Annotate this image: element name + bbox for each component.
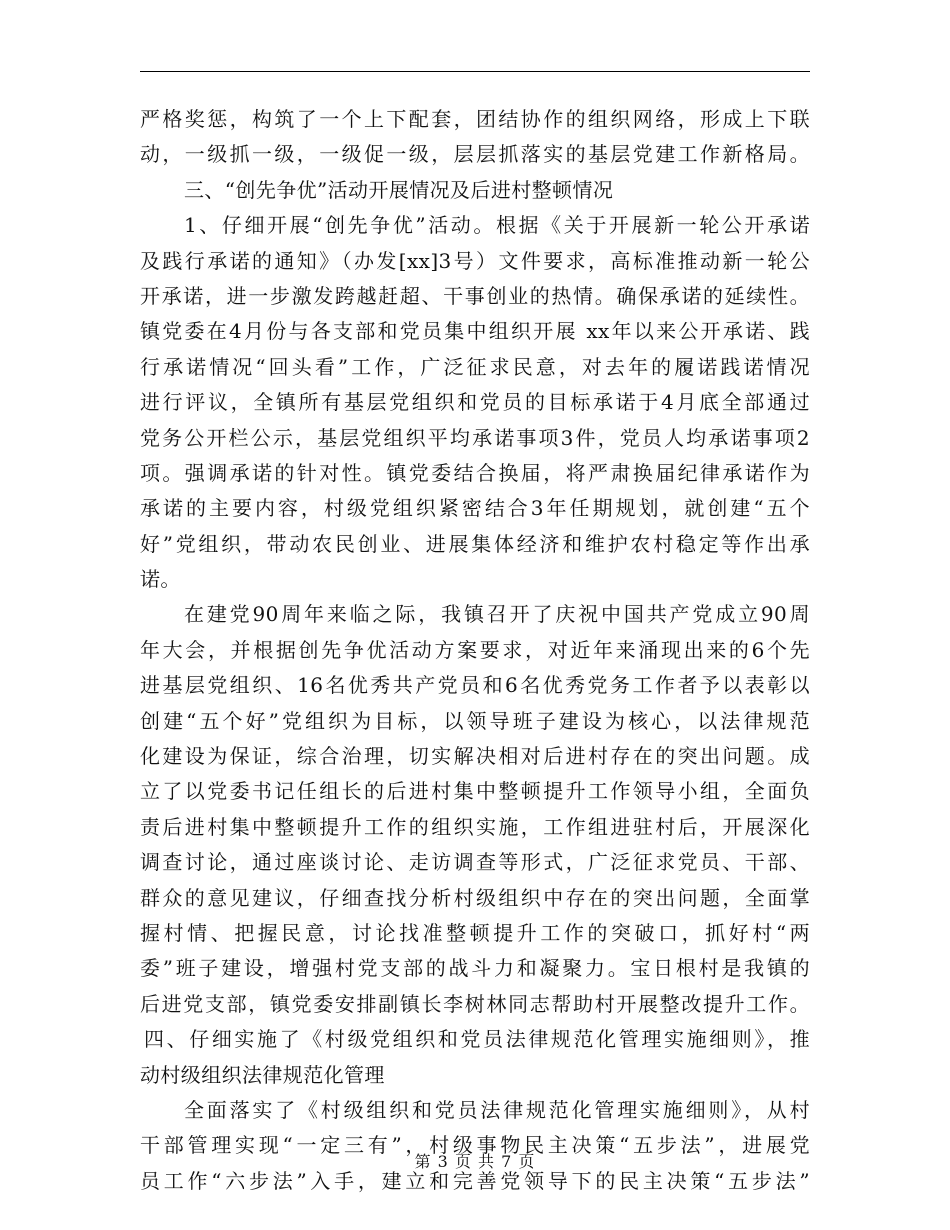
- text-line: 握村情、把握民意，讨论找准整顿提升工作的突破口，抓好村“两: [140, 920, 810, 945]
- text-line: 项。强调承诺的针对性。镇党委结合换届，将严肃换届纪律承诺作为: [140, 460, 810, 485]
- text-line: 员工作“六步法”入手，建立和完善党领导下的民主决策“五步法”: [140, 1168, 810, 1193]
- text-line: 调查讨论，通过座谈讨论、走访调查等形式，广泛征求党员、干部、: [140, 850, 810, 875]
- text-line: 立了以党委书记任组长的后进村集中整顿提升工作领导小组，全面负: [140, 779, 810, 804]
- text-line: 动村级组织法律规范化管理: [140, 1062, 385, 1087]
- text-line: 化建设为保证，综合治理，切实解决相对后进村存在的突出问题。成: [140, 744, 810, 769]
- text-line: 三、“创先争优”活动开展情况及后进村整顿情况: [184, 177, 614, 202]
- page-number: 第 3 页 共 7 页: [414, 1152, 536, 1171]
- text-line: 干部管理实现“一定三有”，村级事物民主决策“五步法”，进展党: [140, 1133, 810, 1158]
- text-line: 好”党组织，带动农民创业、进展集体经济和维护农村稳定等作出承: [140, 531, 810, 556]
- text-line: 委”班子建设，增强村党支部的战斗力和凝聚力。宝日根村是我镇的: [140, 956, 810, 981]
- text-line: 及践行承诺的通知》（办发[xx]3号）文件要求，高标准推动新一轮公: [140, 248, 810, 273]
- text-line: 行承诺情况“回头看”工作，广泛征求民意，对去年的履诺践诺情况: [140, 354, 810, 379]
- text-line: 在建党90周年来临之际，我镇召开了庆祝中国共产党成立90周: [184, 602, 810, 627]
- text-line: 四、仔细实施了《村级党组织和党员法律规范化管理实施细则》，推: [144, 1027, 810, 1052]
- text-line: 群众的意见建议，仔细查找分析村级组织中存在的突出问题，全面掌: [140, 885, 810, 910]
- text-line: 全面落实了《村级组织和党员法律规范化管理实施细则》，从村: [184, 1097, 810, 1122]
- text-line: 1、仔细开展“创先争优”活动。根据《关于开展新一轮公开承诺: [184, 213, 810, 238]
- document-body: [140, 102, 810, 1199]
- text-line: 开承诺，进一步激发跨越赶超、干事创业的热情。确保承诺的延续性。: [140, 283, 810, 308]
- text-line: 进基层党组织、16名优秀共产党员和6名优秀党务工作者予以表彰以: [140, 673, 810, 698]
- text-line: 创建“五个好”党组织为目标，以领导班子建设为核心，以法律规范: [140, 708, 810, 733]
- text-line: 年大会，并根据创先争优活动方案要求，对近年来涌现出来的6个先: [140, 637, 810, 662]
- text-line: 镇党委在4月份与各支部和党员集中组织开展 xx年以来公开承诺、践: [140, 319, 810, 344]
- header-rule: [140, 71, 810, 72]
- text-line: 严格奖惩，构筑了一个上下配套，团结协作的组织网络，形成上下联: [140, 107, 810, 131]
- text-line: 后进党支部，镇党委安排副镇长李树林同志帮助村开展整改提升工作。: [140, 991, 810, 1016]
- text-line: 党务公开栏公示，基层党组织平均承诺事项3件，党员人均承诺事项2: [140, 425, 810, 450]
- text-line: 责后进村集中整顿提升工作的组织实施，工作组进驻村后，开展深化: [140, 814, 810, 839]
- text-line: 承诺的主要内容，村级党组织紧密结合3年任期规划，就创建“五个: [140, 496, 810, 521]
- text-line: 动，一级抓一级，一级促一级，层层抓落实的基层党建工作新格局。: [140, 142, 810, 167]
- text-line: 进行评议，全镇所有基层党组织和党员的目标承诺于4月底全部通过: [140, 390, 810, 415]
- text-line: 诺。: [140, 567, 181, 592]
